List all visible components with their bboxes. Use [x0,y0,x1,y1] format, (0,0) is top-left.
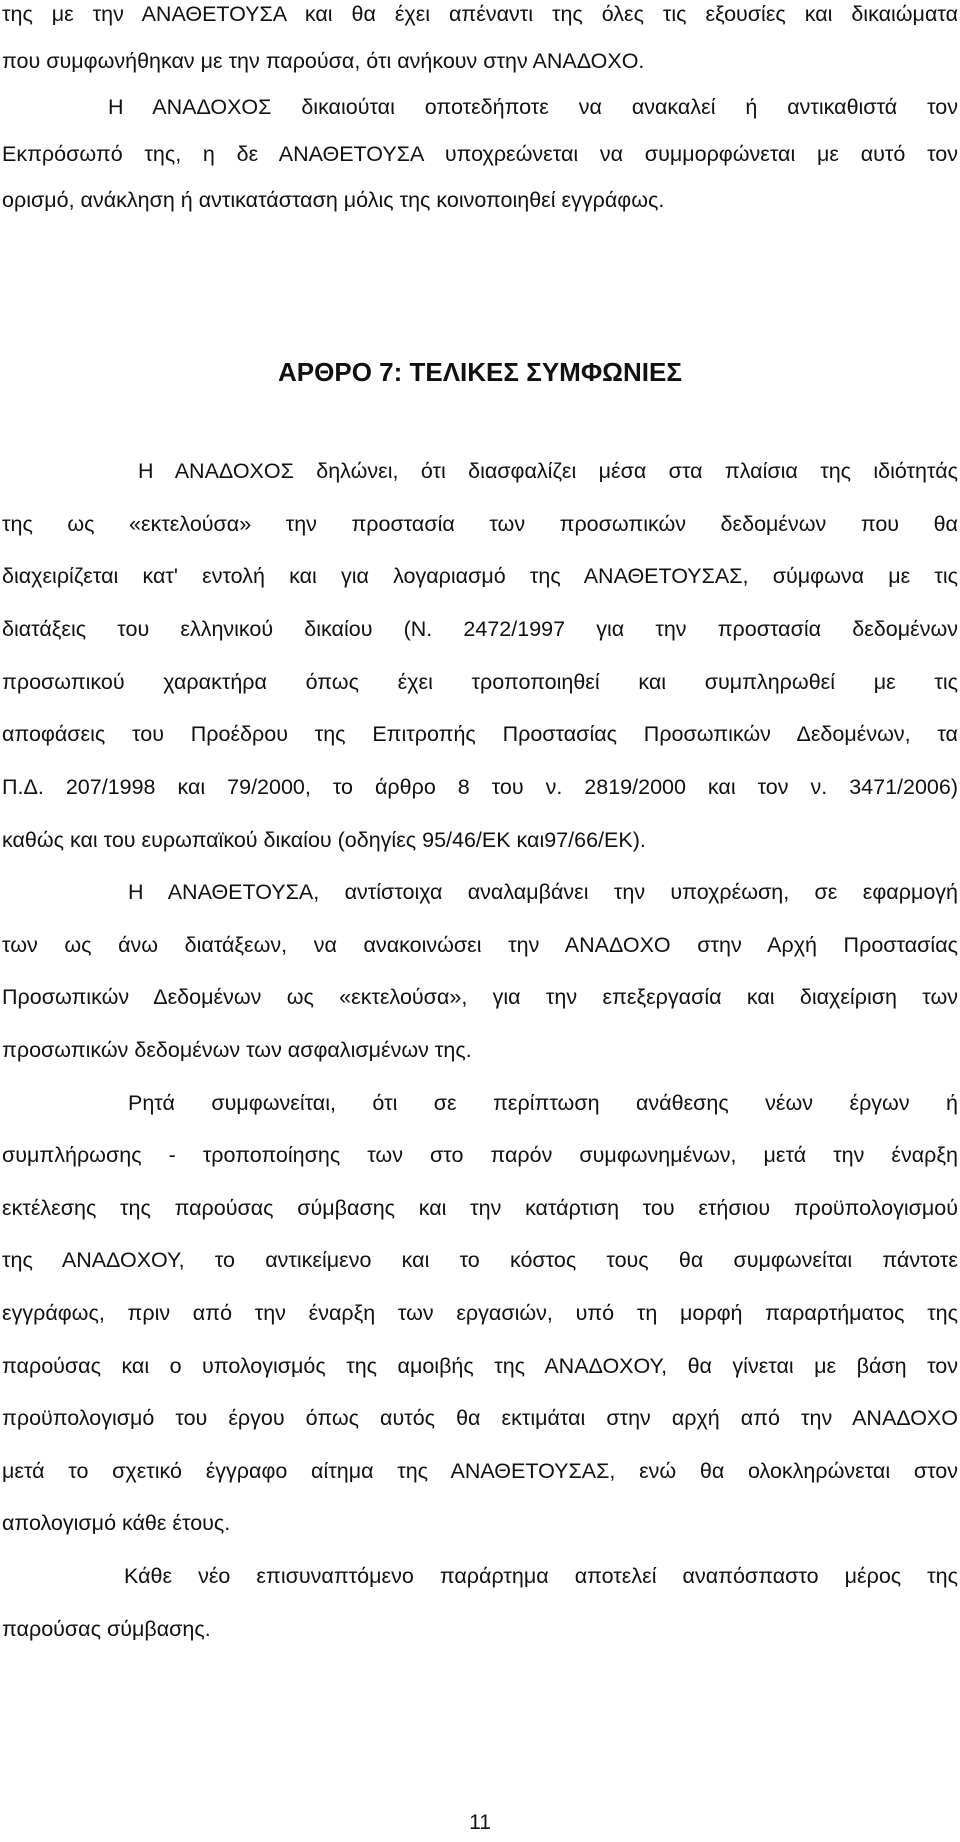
paragraph-line: προϋπολογισμό του έργου όπως αυτός θα εκτιμάται στην αρχή από την ΑΝΑΔΟΧΟ [2,1406,958,1430]
paragraph-line: Η ΑΝΑΘΕΤΟΥΣΑ, αντίστοιχα αναλαμβάνει την υποχρέωση, σε εφαρμογή [128,880,958,904]
paragraph-line: εγγράφως, πριν από την έναρξη των εργασιών, υπό τη μορφή παραρτήματος της [2,1301,958,1325]
paragraph-line: Ρητά συμφωνείται, ότι σε περίπτωση ανάθεσης νέων έργων ή [128,1091,958,1115]
paragraph-line: καθώς και του ευρωπαϊκού δικαίου (οδηγίες 95/46/ΕΚ και97/66/ΕΚ). [2,828,646,852]
paragraph-line: της ως «εκτελούσα» την προστασία των προσωπικών δεδομένων που θα [2,512,958,536]
intro-line: ορισμό, ανάκληση ή αντικατάσταση μόλις της κοινοποιηθεί εγγράφως. [2,188,665,212]
page-number: 11 [469,1811,491,1834]
paragraph-line: Προσωπικών Δεδομένων ως «εκτελούσα», για την επεξεργασία και διαχείριση των [2,985,958,1009]
paragraph-line: της ΑΝΑΔΟΧΟΥ, το αντικείμενο και το κόστος τους θα συμφωνείται πάντοτε [2,1248,958,1272]
paragraph-line: προσωπικών δεδομένων των ασφαλισμένων της. [2,1038,472,1062]
paragraph-line: παρούσας και ο υπολογισμός της αμοιβής της ΑΝΑΔΟΧΟΥ, θα γίνεται με βάση τον [2,1354,958,1378]
paragraph-line: αποφάσεις του Προέδρου της Επιτροπής Προστασίας Προσωπικών Δεδομένων, τα [2,722,958,746]
paragraph-line: συμπλήρωσης - τροποποίησης των στο παρόν συμφωνημένων, μετά την έναρξη [2,1143,958,1167]
intro-line: της με την ΑΝΑΘΕΤΟΥΣΑ και θα έχει απέναντι της όλες τις εξουσίες και δικαιώματα [2,2,958,26]
intro-line: που συμφωνήθηκαν με την παρούσα, ότι ανήκουν στην ΑΝΑΔΟΧΟ. [2,49,645,73]
paragraph-line: διατάξεις του ελληνικού δικαίου (Ν. 2472/1997 για την προστασία δεδομένων [2,617,958,641]
paragraph-line: απολογισμό κάθε έτους. [2,1511,231,1535]
paragraph-line: προσωπικού χαρακτήρα όπως έχει τροποποιηθεί και συμπληρωθεί με τις [2,670,958,694]
paragraph-line: Κάθε νέο επισυναπτόμενο παράρτημα αποτελεί αναπόσπαστο μέρος της [124,1564,958,1588]
article-heading: ΑΡΘΡΟ 7: ΤΕΛΙΚΕΣ ΣΥΜΦΩΝΙΕΣ [278,357,682,387]
paragraph-line: μετά το σχετικό έγγραφο αίτημα της ΑΝΑΘΕΤΟΥΣΑΣ, ενώ θα ολοκληρώνεται στον [2,1459,958,1483]
paragraph-line: παρούσας σύμβασης. [2,1617,211,1641]
paragraph-line: των ως άνω διατάξεων, να ανακοινώσει την ΑΝΑΔΟΧΟ στην Αρχή Προστασίας [2,933,958,957]
paragraph-line: διαχειρίζεται κατ' εντολή και για λογαριασμό της ΑΝΑΘΕΤΟΥΣΑΣ, σύμφωνα με τις [2,564,958,588]
paragraph-line: εκτέλεσης της παρούσας σύμβασης και την κατάρτιση του ετήσιου προϋπολογισμού [2,1196,958,1220]
intro-line: Η ΑΝΑΔΟΧΟΣ δικαιούται οποτεδήποτε να ανακαλεί ή αντικαθιστά τον [108,95,958,119]
paragraph-line: Η ΑΝΑΔΟΧΟΣ δηλώνει, ότι διασφαλίζει μέσα στα πλαίσια της ιδιότητάς [138,459,958,483]
paragraph-line: Π.Δ. 207/1998 και 79/2000, το άρθρο 8 του ν. 2819/2000 και τον ν. 3471/2006) [2,775,958,799]
intro-line: Εκπρόσωπό της, η δε ΑΝΑΘΕΤΟΥΣΑ υποχρεώνεται να συμμορφώνεται με αυτό τον [2,142,958,166]
